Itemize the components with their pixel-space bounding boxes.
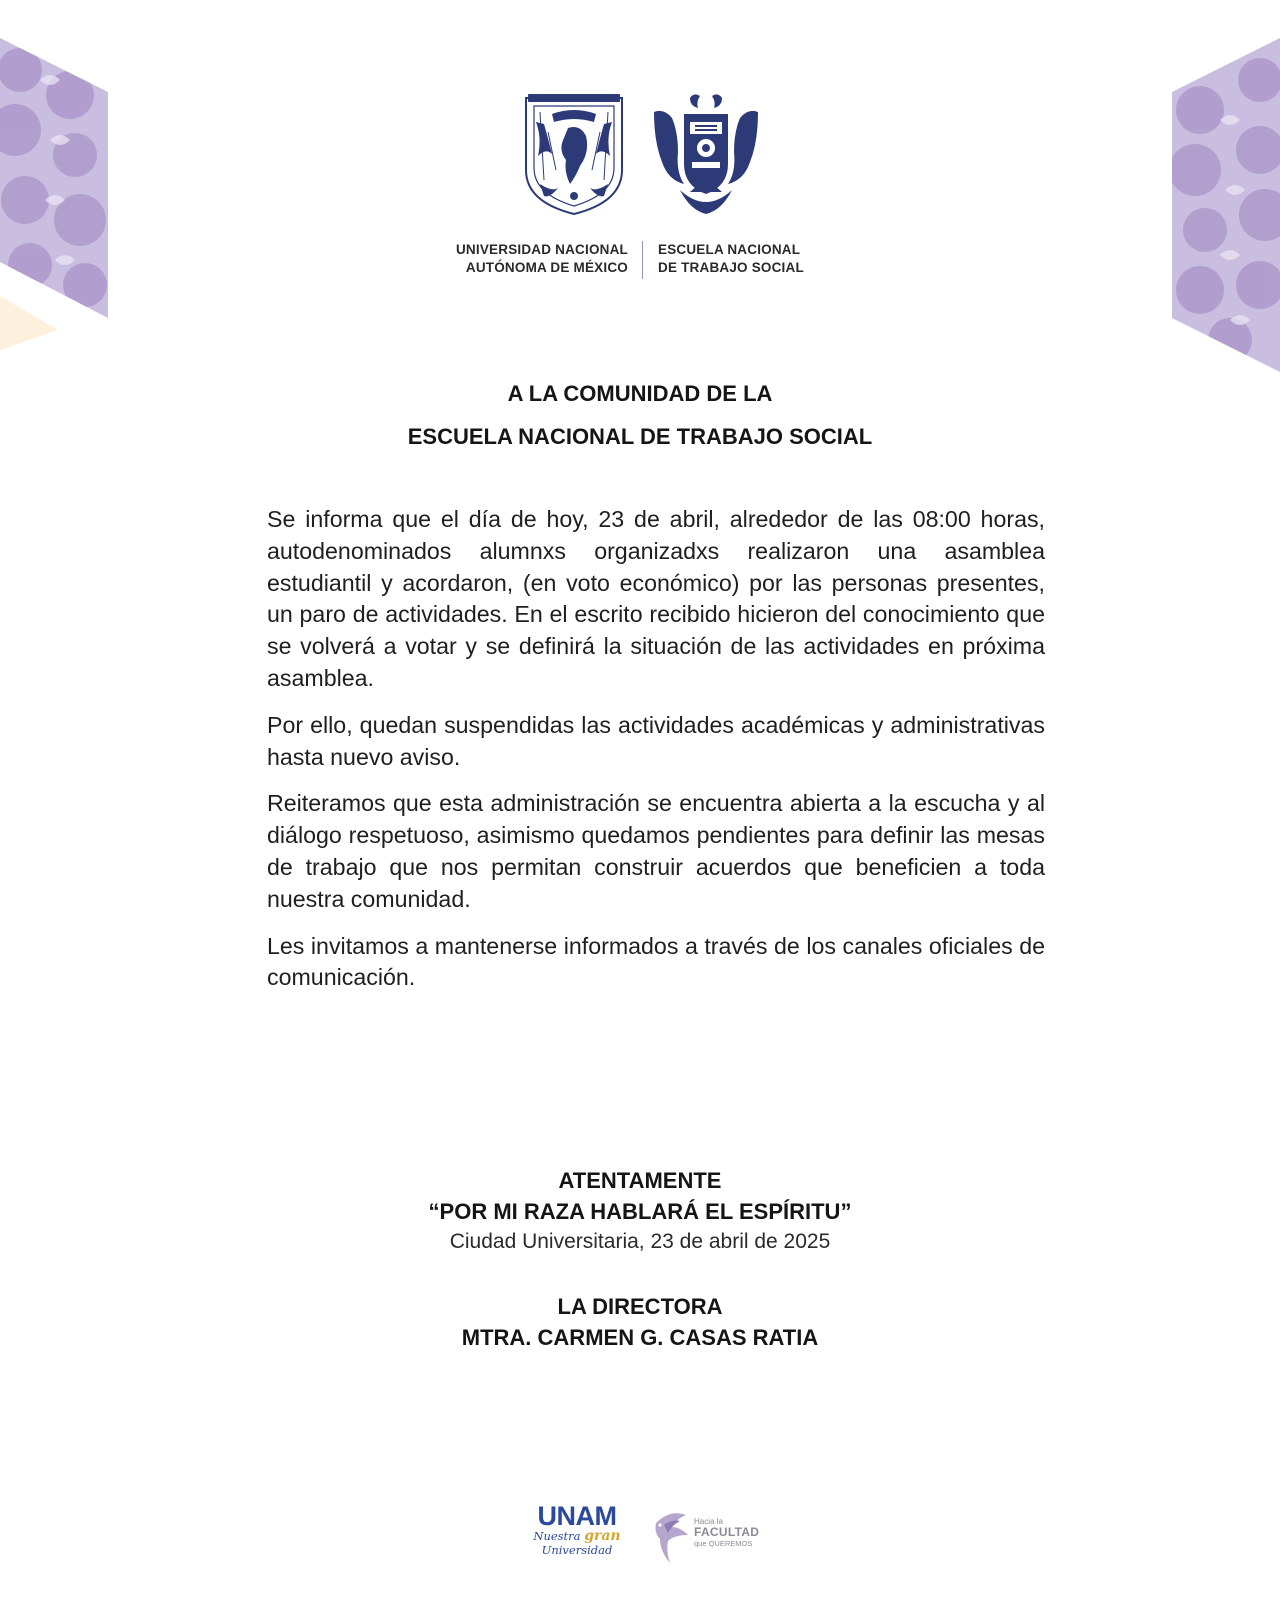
- signer-title: LA DIRECTORA: [557, 1294, 723, 1319]
- facultad-line3: que QUEREMOS: [694, 1539, 753, 1548]
- heading-line1: A LA COMUNIDAD DE LA: [507, 381, 773, 406]
- motto: “POR MI RAZA HABLARÁ EL ESPÍRITU”: [428, 1199, 852, 1224]
- facultad-que-queremos-logo: [650, 1505, 770, 1567]
- unam-tag-gran: gran: [584, 1528, 621, 1544]
- hummingbird-icon: [650, 1505, 694, 1565]
- heading-line2: ESCUELA NACIONAL DE TRABAJO SOCIAL: [407, 424, 873, 449]
- school-name: [658, 241, 804, 277]
- footer-logos: [0, 1503, 1280, 1573]
- signer-name: MTRA. CARMEN G. CASAS RATIA: [461, 1325, 819, 1350]
- institution-names: [0, 241, 1280, 281]
- paragraph-2: Por ello, quedan suspendidas las actividades académicas y administrativas hasta nuevo aviso.: [267, 711, 1045, 770]
- unam-name-line2: AUTÓNOMA DE MÉXICO: [465, 260, 628, 275]
- salutation: ATENTAMENTE: [558, 1168, 722, 1193]
- facultad-text: [694, 1516, 759, 1549]
- school-name-line2: DE TRABAJO SOCIAL: [658, 260, 804, 275]
- place-date: Ciudad Universitaria, 23 de abril de 2025: [449, 1230, 831, 1253]
- document-heading: [0, 372, 1280, 458]
- unam-name: [456, 241, 628, 277]
- unam-crest-icon: [518, 92, 630, 217]
- unam-wordmark: UNAM: [537, 1501, 617, 1531]
- ents-crest-icon: [650, 92, 762, 217]
- unam-tag-prefix: Nuestra: [533, 1529, 581, 1543]
- unam-tagline: [527, 1529, 627, 1543]
- unam-tag-suffix: Universidad: [541, 1543, 613, 1557]
- names-divider: [642, 241, 643, 279]
- paragraph-3: Reiteramos que esta administración se encuentra abierta a la escucha y al diálogo respetuoso, asimismo quedamos pendientes para definir las mesas de trabajo que nos permitan construir acuerdos que beneficien a toda nuestra comunidad.: [267, 790, 1045, 912]
- facultad-line1: Hacia la: [694, 1517, 723, 1526]
- paragraph-4: Les invitamos a mantenerse informados a través de los canales oficiales de comunicación.: [267, 932, 1045, 991]
- unam-gran-universidad-logo: [527, 1503, 627, 1557]
- facultad-line2: FACULTAD: [694, 1525, 760, 1539]
- header-crests: [0, 92, 1280, 232]
- school-name-line1: ESCUELA NACIONAL: [658, 242, 801, 257]
- closing-block: [0, 1165, 1280, 1353]
- unam-name-line1: UNIVERSIDAD NACIONAL: [455, 242, 628, 257]
- statement-body: [267, 504, 1045, 1009]
- paragraph-1: Se informa que el día de hoy, 23 de abril, alrededor de las 08:00 horas, autodenominados alumnxs organizadxs realizaron una asamblea estudiantil y acordaron, (en voto económico) por las personas presentes, un paro de actividades. En el escrito recibido hicieron del conocimiento que se volverá a votar y se definirá la situación de las actividades en próxima asamblea.: [267, 506, 1045, 691]
